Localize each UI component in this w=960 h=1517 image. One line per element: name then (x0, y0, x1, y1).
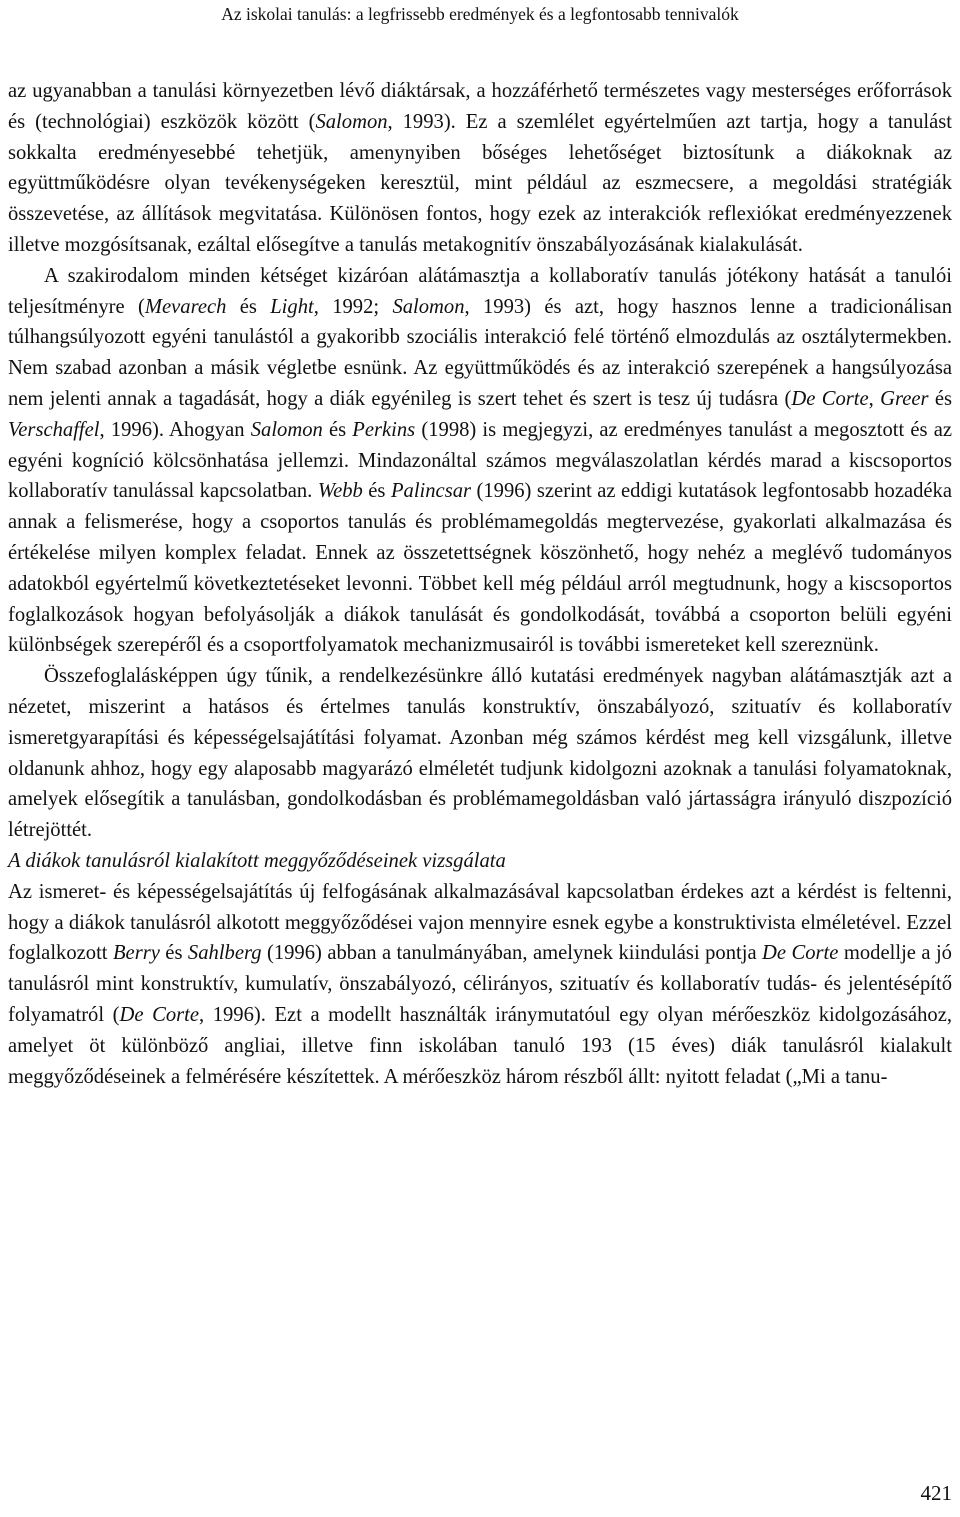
text-run: (1998) is megjegyzi, az eredményes tanulást a megosztott és az egyéni kogníció kölcsönhatása jellemzi. Mindazonáltal számos megválaszolatlan kérdés marad a kiscsoportos kollaboratív tanulással kapcsolatban. (8, 418, 953, 503)
text-run: , 1996). Ahogyan (99, 418, 251, 441)
text-run: Az ismeret- és képességelsajátítás új felfogásának alkalmazásával kapcsolatban érdekes azt a kérdést is feltenni, hogy a diákok tanulásról alkotott meggyőződései vajon mennyire esnek egybe a konstruktivista elméletével. Ezzel foglalkozott (8, 880, 952, 965)
section-title: A diákok tanulásról kialakított meggyőződéseinek vizsgálata (8, 849, 506, 872)
text-run: , 1992; (313, 295, 393, 318)
citation-author: De Corte (762, 942, 839, 965)
citation-author: De Corte (119, 1003, 199, 1026)
text-run: , 1993) és azt, hogy hasznos lenne a tradicionálisan túlhangsúlyozott egyéni tanulástól a gyakoribb szociális interakció felé történő elmozdulás az osztálytermekben. Nem szabad azonban a másik végletbe esnünk. Az együttműködés és az interakció szerepének a hangsúlyozása nem jelenti annak a tagadását, hogy a diák egyénileg is szert tehet és szert is tesz új tudásra ( (8, 295, 952, 410)
text-run: modellje a jó tanulásról mint konstruktív, kumulatív, önszabályozó, célirányos, szituatív és kollaboratív tudás- és jelentésépítő folyamatról ( (8, 942, 952, 1026)
citation-author: Berry (112, 942, 160, 965)
citation-author: Salomon (315, 110, 388, 133)
citation-author: De Corte (791, 387, 869, 410)
text-run: (1996) szerint az eddigi kutatások legfontosabb hozadéka annak a felismerése, hogy a csoportos tanulás és problémamegoldás megtervezése, gyakorlati alkalmazása és értékelése milyen komplex feladat. Ennek az összetettségnek köszönhető, hogy nehéz a meglévő tudományos adatokból egyértelmű következtetéseket levonni. Többet kell még például arról megtudnunk, hogy a kiscsoportos foglalkozások hogyan befolyásolják a diákok tanulását és gondolkodását, továbbá a csoporton belüli egyéni különbségek szerepéről és a csoportfolyamatok mechanizmusairól is további ismereteket kell szereznünk. (8, 480, 952, 657)
text-run: és (322, 418, 353, 441)
citation-author: Palincsar (390, 480, 472, 503)
citation-author: Mevarech (144, 295, 227, 318)
text-run: és (928, 387, 953, 410)
text-run: és (362, 480, 391, 503)
paragraph-1 (8, 76, 952, 261)
paragraph-2 (8, 261, 952, 661)
running-title: Az iskolai tanulás: a legfrissebb eredmények és a legfontosabb tennivalók (221, 4, 739, 24)
page-body (8, 76, 952, 1092)
citation-author: Salomon (392, 295, 465, 318)
citation-author: Perkins (352, 418, 416, 441)
citation-author: Light (270, 295, 314, 318)
citation-author: Sahlberg (187, 942, 262, 965)
page-number: 421 (920, 1481, 952, 1505)
text-run: A szakirodalom minden kétséget kizáróan alátámasztja a kollaboratív tanulás jótékony hatását a tanulói teljesítményre ( (8, 264, 952, 318)
text-run: és (226, 295, 271, 318)
text-run: , 1993). Ez a szemlélet egyértelműen azt tartja, hogy a tanulást sokkalta eredményesebbé tehetjük, amenynyiben bőséges lehetőséget biztosítunk a diákoknak az együttműködésre olyan tevékenységeken keresztül, mint például az eszmecsere, a megoldási stratégiák összevetése, az állítások megvitatása. Különösen fontos, hogy ezek az interakciók reflexiókat eredményezzenek illetve mozgósítsanak, ezáltal elősegítve a tanulás metakognitív önszabályozásának kialakulását. (8, 110, 952, 256)
citation-author: Greer (880, 387, 929, 410)
citation-author: Webb (317, 480, 363, 503)
text-run: (1996) abban a tanulmányában, amelynek kiindulási pontja (261, 942, 763, 965)
citation-author: Salomon (250, 418, 323, 441)
citation-author: Verschaffel (8, 418, 100, 441)
text-run: , 1996). Ezt a modellt használták iránymutatóul egy olyan mérőeszköz kidolgozásához, amelyet öt különböző angliai, illetve finn iskolában tanuló 193 (15 éves) diák tanulásról kialakult meggyőződéseinek a felmérésére készítettek. A mérőeszköz három részből állt: nyitott feladat („Mi a tanu- (8, 1003, 953, 1088)
paragraph-4 (8, 877, 952, 1093)
text-run: , (868, 387, 881, 410)
text-run: és (159, 942, 188, 965)
text-run: Összefoglalásképpen úgy tűnik, a rendelkezésünkre álló kutatási eredmények nagyban alátámasztják azt a nézetet, miszerint a hatásos és értelmes tanulás konstruktív, önszabályozó, szituatív és kollaboratív ismeretgyarapítási és képességelsajátítási folyamat. Azonban még számos kérdést meg kell vizsgálunk, illetve oldanunk ahhoz, hogy egy alaposabb magyarázó elméletét tudjunk kidolgozni azoknak a tanulási folyamatoknak, amelyek elősegítik a tanulásban, gondolkodásban és problémamegoldásban való jártasságra irányuló diszpozíció létrejöttét. (8, 665, 952, 842)
running-header (0, 3, 960, 25)
paragraph-3 (8, 661, 952, 846)
text-run: az ugyanabban a tanulási környezetben lévő diáktársak, a hozzáférhető természetes vagy mesterséges erőforrások és (technológiai) eszközök között ( (8, 80, 952, 133)
